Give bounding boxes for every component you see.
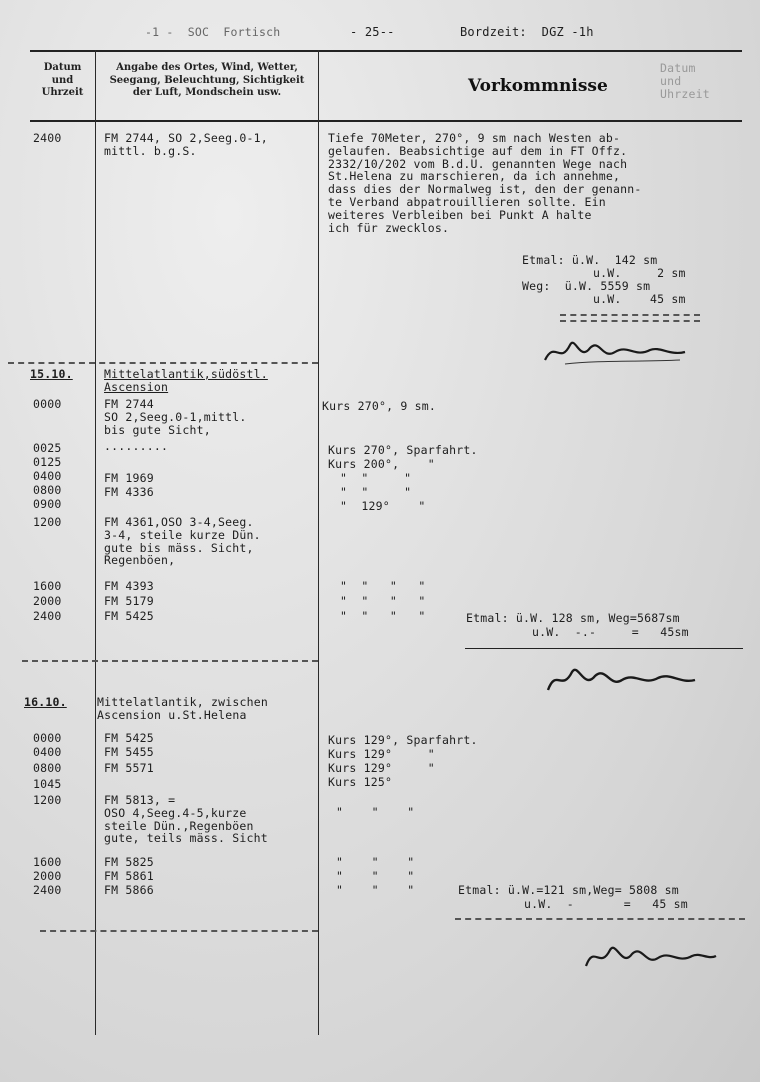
row-events: Kurs 125°	[328, 775, 393, 789]
day-2-date: 16.10.	[24, 695, 67, 709]
entry-time: 2400	[33, 131, 62, 145]
row-place: FM 5571	[104, 761, 154, 775]
row-time: 2400	[33, 609, 62, 623]
signature-2	[540, 658, 700, 698]
row-time: 0800	[33, 483, 62, 497]
row-events: Kurs 129° "	[328, 761, 435, 775]
row-events: " " "	[340, 485, 412, 499]
day-separator	[22, 660, 318, 662]
header-ortes	[97, 62, 317, 100]
row-place: FM 4393	[104, 579, 154, 593]
row-events: " " "	[336, 855, 415, 869]
row-events: " " " "	[340, 609, 426, 623]
row-time: 0900	[33, 497, 62, 511]
row-time: 0000	[33, 397, 62, 411]
day-2-etmal-line: Etmal: ü.W.=121 sm,Weg= 5808 sm	[458, 883, 679, 897]
bordzeit: Bordzeit: DGZ -1h	[460, 25, 594, 39]
top-left-note: -1 - SOC Fortisch	[145, 25, 281, 39]
column-divider-1	[95, 50, 96, 1035]
etmal-1-line: u.W. 2 sm	[593, 266, 686, 280]
signature-1	[540, 330, 690, 370]
row-place: FM 5813, = OSO 4,Seeg.4-5,kurze steile Dün.,Regenböen gute, teils mäss. Sicht	[104, 793, 268, 846]
column-divider-2	[318, 50, 319, 1035]
row-place: FM 5455	[104, 745, 154, 759]
day-1-location: Mittelatlantik,südöstl. Ascension	[104, 367, 268, 394]
header-datum-line: Uhrzeit	[41, 87, 84, 98]
row-place: .........	[104, 439, 169, 453]
row-time: 1600	[33, 855, 62, 869]
row-place: FM 5425	[104, 731, 154, 745]
row-time: 0800	[33, 761, 62, 775]
row-place: FM 2744 SO 2,Seeg.0-1,mittl. bis gute Sicht,	[104, 397, 247, 437]
row-time: 2000	[33, 869, 62, 883]
row-events: " 129° "	[340, 499, 426, 513]
header-datum-line: und	[51, 74, 74, 86]
header-ortes-line: Seegang, Beleuchtung, Sichtigkeit	[109, 74, 305, 86]
row-time: 1045	[33, 777, 62, 791]
etmal-1-underline	[560, 314, 700, 316]
row-events: " " "	[340, 471, 412, 485]
row-time: 0025	[33, 441, 62, 455]
bleed-through-text: Datum und Uhrzeit	[660, 61, 710, 101]
etmal-underline	[455, 918, 745, 920]
row-time: 2000	[33, 594, 62, 608]
row-place: FM 5825	[104, 855, 154, 869]
row-time: 0000	[33, 731, 62, 745]
row-events: " " "	[336, 869, 415, 883]
row-time: 0400	[33, 745, 62, 759]
day-1-date: 15.10.	[30, 367, 73, 381]
row-events: " " "	[336, 805, 415, 819]
row-place: FM 4336	[104, 485, 154, 499]
day-2-etmal-line: u.W. - = 45 sm	[524, 897, 688, 911]
row-events: Kurs 270°, Sparfahrt.	[328, 443, 478, 457]
etmal-1-line: Etmal: ü.W. 142 sm	[522, 253, 658, 267]
row-place: FM 5425	[104, 609, 154, 623]
row-events: " " "	[336, 883, 415, 897]
row-place: FM 5861	[104, 869, 154, 883]
day-1-etmal-line: u.W. -.- = 45sm	[532, 625, 689, 639]
row-events: " " " "	[340, 594, 426, 608]
row-time: 1200	[33, 793, 62, 807]
row-time: 0125	[33, 455, 62, 469]
etmal-1-underline	[560, 320, 700, 322]
row-events: Kurs 129°, Sparfahrt.	[328, 733, 478, 747]
row-time: 1200	[33, 515, 62, 529]
header-ortes-line: Angabe des Ortes, Wind, Wetter,	[116, 62, 298, 73]
header-top-rule	[30, 50, 742, 52]
row-time: 2400	[33, 883, 62, 897]
etmal-1-line: Weg: ü.W. 5559 sm	[522, 279, 651, 293]
row-time: 0400	[33, 469, 62, 483]
header-datum-line: Datum	[43, 62, 82, 73]
entry-place: FM 2744, SO 2,Seeg.0-1, mittl. b.g.S.	[104, 131, 268, 158]
row-time: 1600	[33, 579, 62, 593]
signature-3	[580, 936, 720, 976]
row-events: Kurs 200°, "	[328, 457, 435, 471]
entry-events: Tiefe 70Meter, 270°, 9 sm nach Westen ab- gelaufen. Beabsichtige auf dem in FT Offz. 2332/10/202 vom B.d.U. genannten Wege nach St.Helena zu marschieren, da ich annehme, dass dies der Normalweg ist, den der genann- te Verband abpatrouillieren sollte. Ein weiteres Verbleiben bei Punkt A halte ich für zwecklos.	[328, 131, 642, 235]
header-ortes-line: der Luft, Mondschein usw.	[132, 87, 282, 98]
row-events: Kurs 270°, 9 sm.	[322, 399, 436, 413]
header-bottom-rule	[30, 120, 742, 122]
row-place: FM 5866	[104, 883, 154, 897]
row-events: " " " "	[340, 579, 426, 593]
page-number: - 25--	[350, 25, 395, 39]
day-2-location: Mittelatlantik, zwischen Ascension u.St.Helena	[97, 695, 268, 722]
row-place: FM 5179	[104, 594, 154, 608]
row-events: Kurs 129° "	[328, 747, 435, 761]
day-separator	[40, 930, 318, 932]
row-place: FM 1969	[104, 471, 154, 485]
day-separator	[8, 362, 318, 364]
header-datum	[30, 62, 95, 100]
day-1-etmal-line: Etmal: ü.W. 128 sm, Weg=5687sm	[466, 611, 680, 625]
row-place: FM 4361,OSO 3-4,Seeg. 3-4, steile kurze Dün. gute bis mäss. Sicht, Regenböen,	[104, 515, 261, 568]
etmal-1-line: u.W. 45 sm	[593, 292, 686, 306]
header-vorkommnisse: Vorkommnisse	[468, 76, 608, 96]
etmal-underline	[465, 648, 743, 649]
